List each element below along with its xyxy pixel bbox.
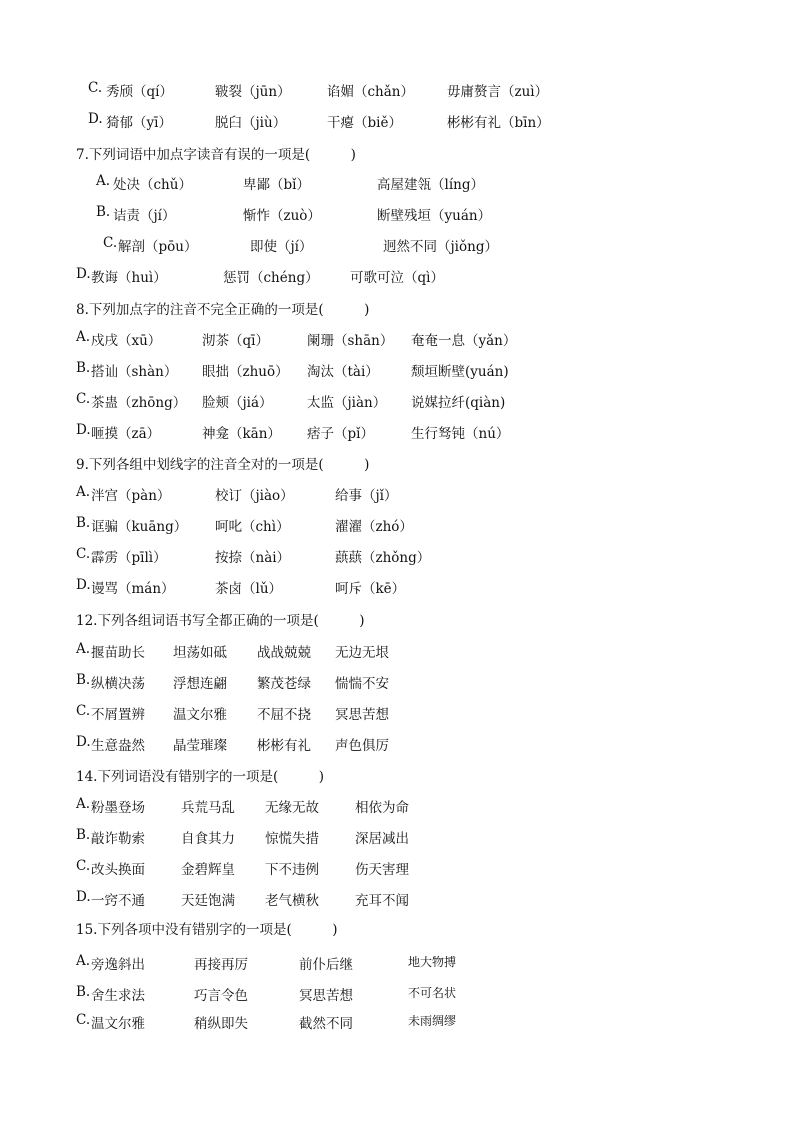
option-label: B. <box>76 984 91 1000</box>
option-item: 按捺（nài） <box>215 550 291 566</box>
option-item: 揠苗助长 <box>91 645 145 661</box>
option-label: C. <box>103 235 118 251</box>
question-text: 14.下列词语没有错别字的一项是( ) <box>76 769 325 785</box>
option-item: 阑珊（shān） <box>307 333 394 349</box>
option-item: 不可名状 <box>408 986 457 1000</box>
option-item: 巧言令色 <box>194 988 248 1004</box>
option-item: 淘汰（tài） <box>307 364 379 380</box>
option-item: 温文尔雅 <box>91 1016 145 1032</box>
option-item: 沏茶（qī） <box>202 333 269 349</box>
option-item: 晶莹璀璨 <box>173 738 227 754</box>
option-item: 敲诈勒索 <box>91 831 145 847</box>
option-item: 自食其力 <box>181 831 235 847</box>
option-item: 粉墨登场 <box>91 800 145 816</box>
option-label: B. <box>96 204 111 220</box>
question-text: 15.下列各项中没有错别字的一项是( ) <box>76 922 338 938</box>
option-item: 一窍不通 <box>91 893 145 909</box>
option-item: 深居减出 <box>355 831 409 847</box>
option-item: 惊慌失措 <box>265 831 319 847</box>
option-item: 卑鄙（bǐ） <box>243 177 310 193</box>
option-item: 冥思苦想 <box>335 707 389 723</box>
option-item: 给事（jǐ） <box>335 488 398 504</box>
option-item: 舍生求法 <box>91 988 145 1004</box>
option-item: 干瘪（biě） <box>327 115 402 131</box>
option-item: 坦荡如砥 <box>173 645 227 661</box>
option-label: B. <box>76 360 91 376</box>
option-item: 痞子（pǐ） <box>307 426 374 442</box>
option-item: 高屋建瓴（líng） <box>377 177 484 193</box>
option-item: 茶蛊（zhōng） <box>91 395 187 411</box>
option-item: 迥然不同（jiǒng） <box>383 239 498 255</box>
option-item: 声色俱厉 <box>335 738 389 754</box>
option-item: 即使（jí） <box>250 239 313 255</box>
option-item: 解剖（pōu） <box>118 239 198 255</box>
question-text: 7.下列词语中加点字读音有误的一项是( ) <box>76 147 356 163</box>
option-item: 诓骗（kuāng） <box>91 519 188 535</box>
option-item: 未雨绸缪 <box>408 1014 457 1028</box>
option-label: A. <box>76 796 91 812</box>
option-item: 截然不同 <box>299 1016 353 1032</box>
option-label: C. <box>76 1012 91 1028</box>
option-item: 谩骂（mán） <box>91 581 175 597</box>
option-item: 浮想连翩 <box>173 676 227 692</box>
option-item: 颓垣断壁(yuán) <box>411 364 509 380</box>
option-item: 金碧辉皇 <box>181 862 235 878</box>
option-label: A. <box>76 329 91 345</box>
option-item: 可歌可泣（qì） <box>350 270 444 286</box>
option-item: 不屈不挠 <box>257 707 311 723</box>
option-label: D. <box>76 734 91 750</box>
option-item: 呵叱（chì） <box>215 519 290 535</box>
option-item: 蕻蕻（zhǒng） <box>335 550 431 566</box>
option-item: 惭怍（zuò） <box>243 208 321 224</box>
option-item: 断壁残垣（yuán） <box>377 208 492 224</box>
option-item: 伤天害理 <box>355 862 409 878</box>
option-item: 惩罚（chéng） <box>223 270 319 286</box>
option-item: 老气横秋 <box>265 893 319 909</box>
option-item: 戍戌（xū） <box>91 333 162 349</box>
option-item: 生行驽钝（nú） <box>411 426 510 442</box>
option-item: 猗郁（yī） <box>106 115 172 131</box>
option-item: 相依为命 <box>355 800 409 816</box>
option-item: 太监（jiàn） <box>307 395 387 411</box>
option-item: 咂摸（zā） <box>91 426 161 442</box>
option-item: 处决（chǔ） <box>113 177 192 193</box>
option-item: 再接再厉 <box>194 957 248 973</box>
option-item: 充耳不闻 <box>355 893 409 909</box>
option-label: C. <box>76 858 91 874</box>
option-label: C. <box>76 546 91 562</box>
option-label: D. <box>76 422 91 438</box>
option-label: A. <box>76 484 91 500</box>
option-item: 繁茂苍绿 <box>257 676 311 692</box>
option-label: D. <box>76 577 91 593</box>
option-label: C. <box>76 703 91 719</box>
option-item: 脱臼（jiù） <box>215 115 287 131</box>
option-item: 泮宫（pàn） <box>91 488 171 504</box>
option-item: 濯濯（zhó） <box>335 519 413 535</box>
option-item: 霹雳（pīlì） <box>91 550 167 566</box>
option-item: 温文尔雅 <box>173 707 227 723</box>
option-item: 皲裂（jūn） <box>215 84 291 100</box>
option-label: A. <box>76 953 91 969</box>
option-item: 茶卤（lǔ） <box>215 581 283 597</box>
option-item: 彬彬有礼 <box>257 738 311 754</box>
option-item: 奄奄一息（yǎn） <box>411 333 517 349</box>
option-label: C. <box>88 80 103 96</box>
option-item: 下不违例 <box>265 862 319 878</box>
option-item: 说媒拉纤(qiàn) <box>411 395 506 411</box>
option-item: 呵斥（kē） <box>335 581 406 597</box>
option-label: B. <box>76 827 91 843</box>
option-item: 诘责（jí） <box>113 208 176 224</box>
option-item: 毋庸赘言（zuì） <box>447 84 549 100</box>
option-item: 兵荒马乱 <box>181 800 235 816</box>
option-item: 校订（jiào） <box>215 488 294 504</box>
option-item: 不屑置辨 <box>91 707 145 723</box>
option-label: D. <box>76 889 91 905</box>
option-item: 前仆后继 <box>299 957 353 973</box>
option-item: 稍纵即失 <box>194 1016 248 1032</box>
option-item: 谄媚（chǎn） <box>327 84 414 100</box>
option-item: 天廷饱满 <box>181 893 235 909</box>
option-item: 脸颊（jiá） <box>202 395 273 411</box>
option-item: 地大物搏 <box>408 955 457 969</box>
option-item: 教诲（huì） <box>91 270 167 286</box>
option-item: 神龛（kān） <box>202 426 281 442</box>
option-label: D. <box>76 266 91 282</box>
option-label: B. <box>76 672 91 688</box>
option-item: 冥思苦想 <box>299 988 353 1004</box>
question-text: 12.下列各组词语书写全都正确的一项是( ) <box>76 613 365 629</box>
option-label: D. <box>88 111 103 127</box>
option-item: 搭讪（shàn） <box>91 364 178 380</box>
option-item: 战战兢兢 <box>257 645 311 661</box>
option-item: 秀颀（qí） <box>106 84 173 100</box>
option-item: 旁逸斜出 <box>91 957 145 973</box>
question-text: 9.下列各组中划线字的注音全对的一项是( ) <box>76 457 370 473</box>
option-item: 改头换面 <box>91 862 145 878</box>
option-item: 惴惴不安 <box>335 676 389 692</box>
option-item: 纵横决荡 <box>91 676 145 692</box>
option-item: 无边无垠 <box>335 645 389 661</box>
option-label: A. <box>96 173 111 189</box>
question-text: 8.下列加点字的注音不完全正确的一项是( ) <box>76 302 370 318</box>
option-label: B. <box>76 515 91 531</box>
option-label: A. <box>76 641 91 657</box>
option-item: 无缘无故 <box>265 800 319 816</box>
option-item: 彬彬有礼（bīn） <box>447 115 550 131</box>
option-item: 眼拙（zhuō） <box>202 364 289 380</box>
option-item: 生意盎然 <box>91 738 145 754</box>
option-label: C. <box>76 391 91 407</box>
